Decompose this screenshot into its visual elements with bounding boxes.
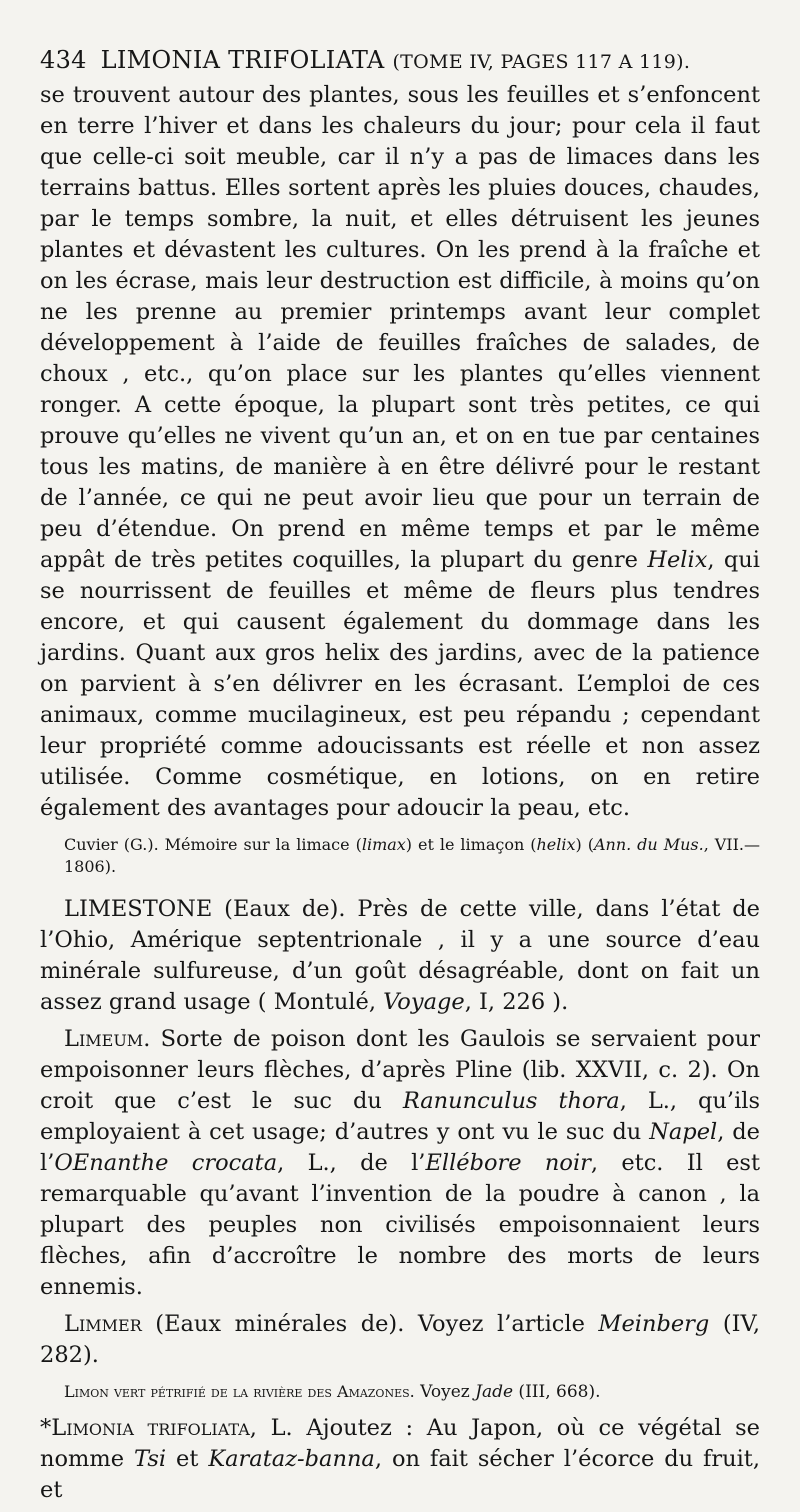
entry-text: , L. Ajoutez : Au Japon, où ce végétal se nomme bbox=[40, 1415, 760, 1472]
entry-text: Voyez bbox=[414, 1382, 476, 1402]
entry-italic: Tsi bbox=[133, 1446, 167, 1472]
citation-note bbox=[64, 834, 760, 878]
citation-text: Cuvier (G.). Mémoire sur la limace ( bbox=[64, 835, 362, 854]
entry-limmer bbox=[40, 1309, 760, 1371]
continued-paragraph bbox=[40, 80, 760, 824]
entry-italic: Voyage bbox=[383, 989, 465, 1015]
entry-text: , L., qu’ils employaient à cet usage; d’autres y ont vu le suc du bbox=[40, 1088, 761, 1145]
paragraph-text-end: , qui se nourrissent de feuilles et même de fleurs plus tendres encore, et qui causent également du dommage dans les jardins. Quant aux gros helix des jardins, avec de la patience on parvient à s’en délivrer en les écrasant. L’emploi de ces animaux, comme mucilagineux, est peu répandu ; cependant leur propriété comme adoucissants est réelle et non assez utilisée. Comme cosmétique, en lotions, on en retire également des avantages pour adoucir la peau, etc. bbox=[40, 547, 760, 821]
citation-journal: Ann. du Mus. bbox=[593, 835, 704, 854]
entry-heading: Limeum. bbox=[64, 1026, 151, 1052]
running-title: LIMONIA TRIFOLIATA bbox=[100, 46, 385, 74]
page-number: 434 bbox=[40, 46, 87, 74]
entry-italic: Jade bbox=[475, 1382, 514, 1402]
entry-limestone bbox=[40, 894, 760, 1018]
entry-text: , on fait sécher l’écorce du fruit, et bbox=[40, 1446, 760, 1503]
citation-text: , VII.— 1806). bbox=[64, 835, 761, 876]
entry-limonia bbox=[40, 1413, 760, 1506]
entry-text: (Eaux de). Près de cette ville, dans l’état de l’Ohio, Amérique septentrionale , il y a une source d’eau minérale sulfureuse, d’un goût désagréable, dont on fait un assez grand usage ( Montulé, bbox=[40, 896, 760, 1015]
entry-text: , etc. Il est remarquable qu’avant l’invention de la poudre à canon , la plupart des peuples non civilisés empoisonnaient leurs flèches, afin d’accroître le nombre des morts de leurs ennemis. bbox=[40, 1150, 761, 1300]
entry-italic: OEnanthe crocata bbox=[54, 1150, 278, 1176]
document-page bbox=[40, 40, 760, 1512]
citation-limax: limax bbox=[361, 835, 406, 854]
citation-text: ) ( bbox=[575, 835, 594, 854]
entry-heading: LIMESTONE bbox=[64, 896, 213, 922]
entry-italic: Meinberg bbox=[598, 1311, 710, 1337]
entry-italic: Napel bbox=[649, 1119, 718, 1145]
entry-heading: *Limonia trifoliata bbox=[40, 1415, 250, 1441]
entry-text: , L., de l’ bbox=[277, 1150, 426, 1176]
entry-text: et bbox=[166, 1446, 209, 1472]
entry-text: (Eaux minérales de). Voyez l’article bbox=[141, 1311, 599, 1337]
entry-italic: Ellébore noir bbox=[425, 1150, 591, 1176]
entry-text: (IV, 282). bbox=[40, 1311, 760, 1368]
entry-text: Sorte de poison dont les Gaulois se servaient pour empoisonner leurs flèches, d’après Pline (lib. XXVII, c. 2). On croit que c’est le suc du bbox=[40, 1026, 760, 1114]
entry-limon bbox=[64, 1379, 760, 1405]
entry-text: , I, 226 ). bbox=[464, 989, 569, 1015]
running-header bbox=[40, 40, 760, 80]
genus-helix: Helix bbox=[647, 547, 708, 573]
citation-helix: helix bbox=[536, 835, 576, 854]
citation-text: ) et le limaçon ( bbox=[405, 835, 537, 854]
entry-heading: Limmer bbox=[64, 1311, 142, 1337]
entry-limeum bbox=[40, 1024, 760, 1303]
entry-italic: Ranunculus thora bbox=[402, 1088, 620, 1114]
volume-reference: (TOME IV, PAGES 117 A 119). bbox=[392, 51, 691, 73]
entry-text: , de l’ bbox=[40, 1119, 760, 1176]
entry-heading: Limon vert pétrifié de la rivière des Amazones. bbox=[64, 1382, 415, 1401]
entry-text: (III, 668). bbox=[513, 1382, 601, 1402]
entry-italic: Karataz-banna bbox=[208, 1446, 375, 1472]
paragraph-text: se trouvent autour des plantes, sous les feuilles et s’enfoncent en terre l’hiver et dans les chaleurs du jour; pour cela il faut que celle-ci soit meuble, car il n’y a pas de limaces dans les terrains battus. Elles sortent après les pluies douces, chaudes, par le temps sombre, la nuit, et elles détruisent les jeunes plantes et dévastent les cultures. On les prend à la fraîche et on les écrase, mais leur destruction est difficile, à moins qu’on ne les prenne au premier printemps avant leur complet développement à l’aide de feuilles fraîches de salades, de choux , etc., qu’on place sur les plantes qu’elles viennent ronger. A cette époque, la plupart sont très petites, ce qui prouve qu’elles ne vivent qu’un an, et on en tue par centaines tous les matins, de manière à en être délivré pour le restant de l’année, ce qui ne peut avoir lieu que pour un terrain de peu d’étendue. On prend en même temps et par le même appât de très petites coquilles, la plupart du genre bbox=[40, 82, 760, 573]
